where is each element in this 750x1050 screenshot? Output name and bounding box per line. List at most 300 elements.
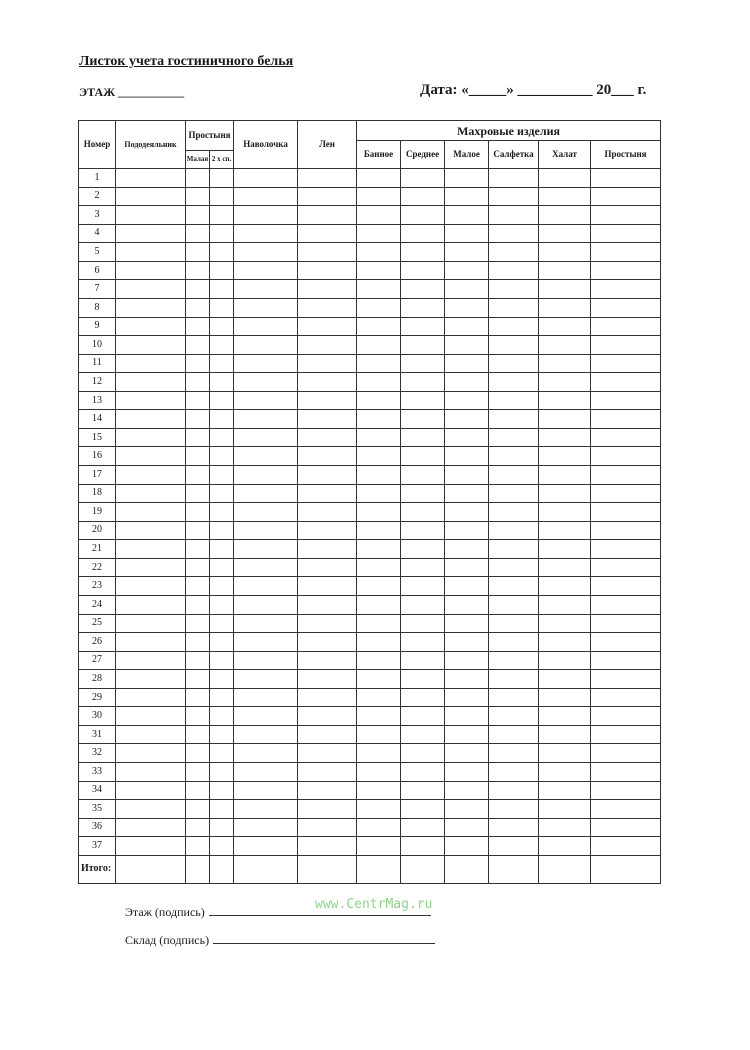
table-cell[interactable] [445, 187, 489, 206]
table-cell[interactable] [445, 428, 489, 447]
table-cell[interactable] [298, 206, 357, 225]
table-cell[interactable] [591, 595, 661, 614]
table-cell[interactable] [539, 614, 591, 633]
total-cell[interactable] [234, 855, 298, 883]
table-cell[interactable] [210, 391, 234, 410]
table-cell[interactable] [186, 818, 210, 837]
table-cell[interactable] [298, 800, 357, 819]
table-cell[interactable] [298, 725, 357, 744]
table-cell[interactable] [298, 373, 357, 392]
table-cell[interactable] [210, 317, 234, 336]
table-cell[interactable] [489, 614, 539, 633]
table-cell[interactable] [298, 763, 357, 782]
table-cell[interactable] [116, 633, 186, 652]
table-cell[interactable] [401, 540, 445, 559]
table-cell[interactable] [234, 391, 298, 410]
table-cell[interactable] [210, 354, 234, 373]
table-cell[interactable] [186, 781, 210, 800]
table-cell[interactable] [357, 651, 401, 670]
table-cell[interactable] [489, 595, 539, 614]
table-cell[interactable] [357, 391, 401, 410]
table-cell[interactable] [234, 651, 298, 670]
table-cell[interactable] [186, 577, 210, 596]
table-cell[interactable] [234, 336, 298, 355]
table-cell[interactable] [210, 651, 234, 670]
table-cell[interactable] [401, 837, 445, 856]
table-cell[interactable] [539, 725, 591, 744]
table-cell[interactable] [539, 707, 591, 726]
table-cell[interactable] [591, 187, 661, 206]
table-cell[interactable] [489, 837, 539, 856]
table-cell[interactable] [445, 651, 489, 670]
table-cell[interactable] [539, 484, 591, 503]
table-cell[interactable] [539, 837, 591, 856]
table-cell[interactable] [401, 317, 445, 336]
table-cell[interactable] [445, 800, 489, 819]
table-cell[interactable] [357, 558, 401, 577]
table-cell[interactable] [445, 818, 489, 837]
table-cell[interactable] [186, 243, 210, 262]
table-cell[interactable] [539, 633, 591, 652]
table-cell[interactable] [210, 169, 234, 188]
table-cell[interactable] [357, 633, 401, 652]
table-cell[interactable] [210, 763, 234, 782]
table-cell[interactable] [234, 781, 298, 800]
table-cell[interactable] [234, 317, 298, 336]
total-cell[interactable] [591, 855, 661, 883]
table-cell[interactable] [445, 466, 489, 485]
table-cell[interactable] [591, 633, 661, 652]
table-cell[interactable] [539, 298, 591, 317]
table-cell[interactable] [591, 707, 661, 726]
table-cell[interactable] [401, 169, 445, 188]
table-cell[interactable] [357, 837, 401, 856]
table-cell[interactable] [234, 800, 298, 819]
table-cell[interactable] [186, 540, 210, 559]
table-cell[interactable] [357, 298, 401, 317]
table-cell[interactable] [489, 521, 539, 540]
table-cell[interactable] [445, 298, 489, 317]
table-cell[interactable] [186, 595, 210, 614]
table-cell[interactable] [234, 261, 298, 280]
table-cell[interactable] [210, 614, 234, 633]
table-cell[interactable] [298, 187, 357, 206]
table-cell[interactable] [445, 707, 489, 726]
total-cell[interactable] [298, 855, 357, 883]
table-cell[interactable] [186, 280, 210, 299]
table-cell[interactable] [298, 577, 357, 596]
table-cell[interactable] [116, 428, 186, 447]
table-cell[interactable] [116, 169, 186, 188]
table-cell[interactable] [591, 336, 661, 355]
table-cell[interactable] [445, 354, 489, 373]
table-cell[interactable] [210, 410, 234, 429]
table-cell[interactable] [234, 763, 298, 782]
table-cell[interactable] [401, 595, 445, 614]
table-cell[interactable] [489, 224, 539, 243]
table-cell[interactable] [186, 800, 210, 819]
table-cell[interactable] [445, 837, 489, 856]
table-cell[interactable] [591, 484, 661, 503]
table-cell[interactable] [357, 224, 401, 243]
table-cell[interactable] [116, 224, 186, 243]
table-cell[interactable] [591, 503, 661, 522]
table-cell[interactable] [116, 187, 186, 206]
table-cell[interactable] [489, 428, 539, 447]
table-cell[interactable] [539, 224, 591, 243]
table-cell[interactable] [489, 800, 539, 819]
table-cell[interactable] [539, 243, 591, 262]
table-cell[interactable] [401, 744, 445, 763]
total-cell[interactable] [186, 855, 210, 883]
table-cell[interactable] [357, 781, 401, 800]
table-cell[interactable] [591, 651, 661, 670]
table-cell[interactable] [539, 466, 591, 485]
table-cell[interactable] [401, 521, 445, 540]
table-cell[interactable] [298, 614, 357, 633]
table-cell[interactable] [539, 317, 591, 336]
table-cell[interactable] [539, 261, 591, 280]
table-cell[interactable] [298, 540, 357, 559]
table-cell[interactable] [116, 614, 186, 633]
table-cell[interactable] [186, 614, 210, 633]
table-cell[interactable] [357, 800, 401, 819]
table-cell[interactable] [234, 707, 298, 726]
table-cell[interactable] [357, 614, 401, 633]
table-cell[interactable] [401, 466, 445, 485]
table-cell[interactable] [591, 800, 661, 819]
table-cell[interactable] [186, 354, 210, 373]
table-cell[interactable] [357, 466, 401, 485]
table-cell[interactable] [489, 317, 539, 336]
table-cell[interactable] [357, 187, 401, 206]
table-cell[interactable] [401, 187, 445, 206]
table-cell[interactable] [539, 373, 591, 392]
table-cell[interactable] [357, 243, 401, 262]
table-cell[interactable] [234, 298, 298, 317]
table-cell[interactable] [401, 818, 445, 837]
total-cell[interactable] [489, 855, 539, 883]
table-cell[interactable] [186, 298, 210, 317]
table-cell[interactable] [591, 410, 661, 429]
table-cell[interactable] [186, 725, 210, 744]
table-cell[interactable] [210, 280, 234, 299]
table-cell[interactable] [489, 187, 539, 206]
table-cell[interactable] [298, 595, 357, 614]
table-cell[interactable] [210, 670, 234, 689]
table-cell[interactable] [591, 280, 661, 299]
table-cell[interactable] [445, 670, 489, 689]
table-cell[interactable] [234, 187, 298, 206]
table-cell[interactable] [489, 354, 539, 373]
table-cell[interactable] [489, 169, 539, 188]
table-cell[interactable] [357, 484, 401, 503]
table-cell[interactable] [591, 781, 661, 800]
total-cell[interactable] [445, 855, 489, 883]
table-cell[interactable] [401, 206, 445, 225]
table-cell[interactable] [445, 688, 489, 707]
table-cell[interactable] [445, 614, 489, 633]
table-cell[interactable] [489, 577, 539, 596]
table-cell[interactable] [591, 206, 661, 225]
table-cell[interactable] [445, 521, 489, 540]
table-cell[interactable] [591, 577, 661, 596]
table-cell[interactable] [401, 707, 445, 726]
table-cell[interactable] [539, 503, 591, 522]
table-cell[interactable] [298, 744, 357, 763]
table-cell[interactable] [210, 298, 234, 317]
table-cell[interactable] [234, 169, 298, 188]
table-cell[interactable] [298, 781, 357, 800]
table-cell[interactable] [298, 707, 357, 726]
table-cell[interactable] [298, 651, 357, 670]
table-cell[interactable] [116, 280, 186, 299]
table-cell[interactable] [186, 558, 210, 577]
table-cell[interactable] [591, 688, 661, 707]
table-cell[interactable] [186, 521, 210, 540]
table-cell[interactable] [210, 540, 234, 559]
table-cell[interactable] [186, 688, 210, 707]
table-cell[interactable] [401, 558, 445, 577]
table-cell[interactable] [489, 781, 539, 800]
table-cell[interactable] [116, 558, 186, 577]
table-cell[interactable] [298, 447, 357, 466]
table-cell[interactable] [298, 818, 357, 837]
table-cell[interactable] [357, 317, 401, 336]
table-cell[interactable] [234, 577, 298, 596]
table-cell[interactable] [357, 354, 401, 373]
table-cell[interactable] [210, 633, 234, 652]
table-cell[interactable] [591, 670, 661, 689]
table-cell[interactable] [234, 614, 298, 633]
table-cell[interactable] [401, 410, 445, 429]
table-cell[interactable] [357, 763, 401, 782]
table-cell[interactable] [489, 540, 539, 559]
table-cell[interactable] [445, 484, 489, 503]
table-cell[interactable] [591, 169, 661, 188]
table-cell[interactable] [445, 206, 489, 225]
table-cell[interactable] [357, 169, 401, 188]
table-cell[interactable] [539, 540, 591, 559]
table-cell[interactable] [234, 744, 298, 763]
table-cell[interactable] [210, 577, 234, 596]
table-cell[interactable] [401, 447, 445, 466]
table-cell[interactable] [401, 688, 445, 707]
table-cell[interactable] [234, 818, 298, 837]
table-cell[interactable] [591, 261, 661, 280]
table-cell[interactable] [401, 614, 445, 633]
table-cell[interactable] [210, 428, 234, 447]
table-cell[interactable] [539, 800, 591, 819]
table-cell[interactable] [591, 521, 661, 540]
table-cell[interactable] [539, 391, 591, 410]
table-cell[interactable] [116, 466, 186, 485]
table-cell[interactable] [210, 261, 234, 280]
table-cell[interactable] [210, 243, 234, 262]
total-cell[interactable] [116, 855, 186, 883]
table-cell[interactable] [401, 428, 445, 447]
table-cell[interactable] [489, 298, 539, 317]
table-cell[interactable] [210, 818, 234, 837]
table-cell[interactable] [539, 354, 591, 373]
table-cell[interactable] [445, 744, 489, 763]
table-cell[interactable] [116, 484, 186, 503]
table-cell[interactable] [210, 521, 234, 540]
table-cell[interactable] [298, 503, 357, 522]
table-cell[interactable] [186, 373, 210, 392]
total-cell[interactable] [210, 855, 234, 883]
table-cell[interactable] [186, 633, 210, 652]
table-cell[interactable] [539, 577, 591, 596]
table-cell[interactable] [357, 577, 401, 596]
table-cell[interactable] [298, 837, 357, 856]
table-cell[interactable] [539, 187, 591, 206]
table-cell[interactable] [210, 336, 234, 355]
table-cell[interactable] [298, 558, 357, 577]
table-cell[interactable] [210, 688, 234, 707]
table-cell[interactable] [210, 800, 234, 819]
total-cell[interactable] [401, 855, 445, 883]
table-cell[interactable] [539, 447, 591, 466]
table-cell[interactable] [298, 391, 357, 410]
table-cell[interactable] [489, 336, 539, 355]
table-cell[interactable] [298, 336, 357, 355]
table-cell[interactable] [298, 466, 357, 485]
table-cell[interactable] [116, 670, 186, 689]
table-cell[interactable] [116, 763, 186, 782]
table-cell[interactable] [234, 224, 298, 243]
table-cell[interactable] [234, 633, 298, 652]
table-cell[interactable] [116, 298, 186, 317]
table-cell[interactable] [186, 763, 210, 782]
table-cell[interactable] [539, 336, 591, 355]
table-cell[interactable] [401, 243, 445, 262]
table-cell[interactable] [116, 800, 186, 819]
table-cell[interactable] [357, 521, 401, 540]
table-cell[interactable] [445, 373, 489, 392]
table-cell[interactable] [116, 725, 186, 744]
table-cell[interactable] [445, 336, 489, 355]
table-cell[interactable] [210, 595, 234, 614]
table-cell[interactable] [210, 744, 234, 763]
table-cell[interactable] [234, 243, 298, 262]
table-cell[interactable] [401, 577, 445, 596]
table-cell[interactable] [489, 707, 539, 726]
table-cell[interactable] [357, 595, 401, 614]
table-cell[interactable] [489, 261, 539, 280]
table-cell[interactable] [357, 261, 401, 280]
table-cell[interactable] [234, 725, 298, 744]
table-cell[interactable] [186, 428, 210, 447]
table-cell[interactable] [116, 261, 186, 280]
table-cell[interactable] [357, 447, 401, 466]
table-cell[interactable] [298, 317, 357, 336]
table-cell[interactable] [298, 633, 357, 652]
table-cell[interactable] [489, 466, 539, 485]
table-cell[interactable] [357, 373, 401, 392]
table-cell[interactable] [116, 391, 186, 410]
table-cell[interactable] [539, 521, 591, 540]
table-cell[interactable] [445, 410, 489, 429]
table-cell[interactable] [539, 595, 591, 614]
table-cell[interactable] [591, 763, 661, 782]
table-cell[interactable] [445, 391, 489, 410]
table-cell[interactable] [445, 224, 489, 243]
table-cell[interactable] [298, 484, 357, 503]
table-cell[interactable] [186, 466, 210, 485]
table-cell[interactable] [186, 503, 210, 522]
table-cell[interactable] [539, 688, 591, 707]
table-cell[interactable] [234, 540, 298, 559]
table-cell[interactable] [357, 707, 401, 726]
table-cell[interactable] [539, 206, 591, 225]
table-cell[interactable] [116, 595, 186, 614]
table-cell[interactable] [591, 428, 661, 447]
table-cell[interactable] [445, 763, 489, 782]
table-cell[interactable] [210, 707, 234, 726]
table-cell[interactable] [539, 410, 591, 429]
table-cell[interactable] [489, 725, 539, 744]
table-cell[interactable] [401, 763, 445, 782]
table-cell[interactable] [445, 243, 489, 262]
table-cell[interactable] [116, 837, 186, 856]
table-cell[interactable] [186, 169, 210, 188]
table-cell[interactable] [298, 410, 357, 429]
table-cell[interactable] [234, 447, 298, 466]
table-cell[interactable] [539, 428, 591, 447]
table-cell[interactable] [591, 725, 661, 744]
table-cell[interactable] [298, 169, 357, 188]
table-cell[interactable] [210, 837, 234, 856]
table-cell[interactable] [591, 373, 661, 392]
table-cell[interactable] [489, 391, 539, 410]
table-cell[interactable] [357, 670, 401, 689]
table-cell[interactable] [298, 280, 357, 299]
table-cell[interactable] [489, 558, 539, 577]
table-cell[interactable] [116, 744, 186, 763]
table-cell[interactable] [116, 373, 186, 392]
table-cell[interactable] [489, 447, 539, 466]
table-cell[interactable] [210, 373, 234, 392]
table-cell[interactable] [539, 558, 591, 577]
table-cell[interactable] [539, 818, 591, 837]
table-cell[interactable] [445, 503, 489, 522]
table-cell[interactable] [298, 298, 357, 317]
table-cell[interactable] [210, 206, 234, 225]
table-cell[interactable] [186, 336, 210, 355]
table-cell[interactable] [116, 447, 186, 466]
table-cell[interactable] [401, 224, 445, 243]
table-cell[interactable] [234, 428, 298, 447]
table-cell[interactable] [186, 651, 210, 670]
table-cell[interactable] [401, 633, 445, 652]
table-cell[interactable] [357, 818, 401, 837]
table-cell[interactable] [116, 818, 186, 837]
table-cell[interactable] [234, 280, 298, 299]
table-cell[interactable] [186, 707, 210, 726]
table-cell[interactable] [591, 354, 661, 373]
table-cell[interactable] [116, 354, 186, 373]
table-cell[interactable] [234, 521, 298, 540]
table-cell[interactable] [357, 688, 401, 707]
table-cell[interactable] [234, 373, 298, 392]
table-cell[interactable] [445, 595, 489, 614]
table-cell[interactable] [186, 837, 210, 856]
table-cell[interactable] [591, 447, 661, 466]
table-cell[interactable] [489, 503, 539, 522]
warehouse-signature-line[interactable] [213, 933, 435, 944]
table-cell[interactable] [298, 688, 357, 707]
